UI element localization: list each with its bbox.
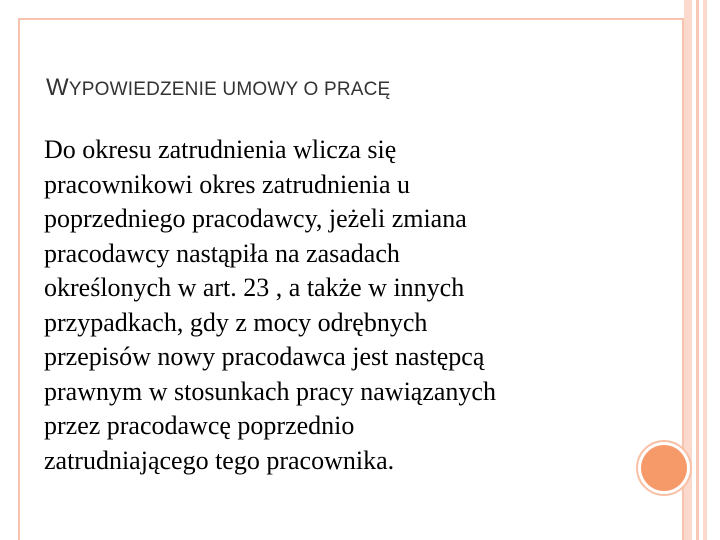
slide-title-initial: W (46, 74, 69, 101)
slide-title (46, 74, 390, 102)
decorative-side-line (696, 0, 699, 540)
slide-title-rest: YPOWIEDZENIE UMOWY O PRACĘ (68, 79, 391, 100)
slide-body-text: Do okresu zatrudnienia wlicza się pracownikowi okres zatrudnienia u poprzedniego pracodawcy, jeżeli zmiana pracodawcy nastąpiła na zasadach określonych w art. 23 , a także w innych przypadkach, gdy z mocy odrębnych przepisów nowy pracodawca jest następcą prawnym w stosunkach pracy nawiązanych przez pracodawcę poprzednio zatrudniającego tego pracownika. (44, 135, 496, 475)
decorative-circle (641, 445, 687, 491)
decorative-side-strip-right (703, 0, 707, 540)
